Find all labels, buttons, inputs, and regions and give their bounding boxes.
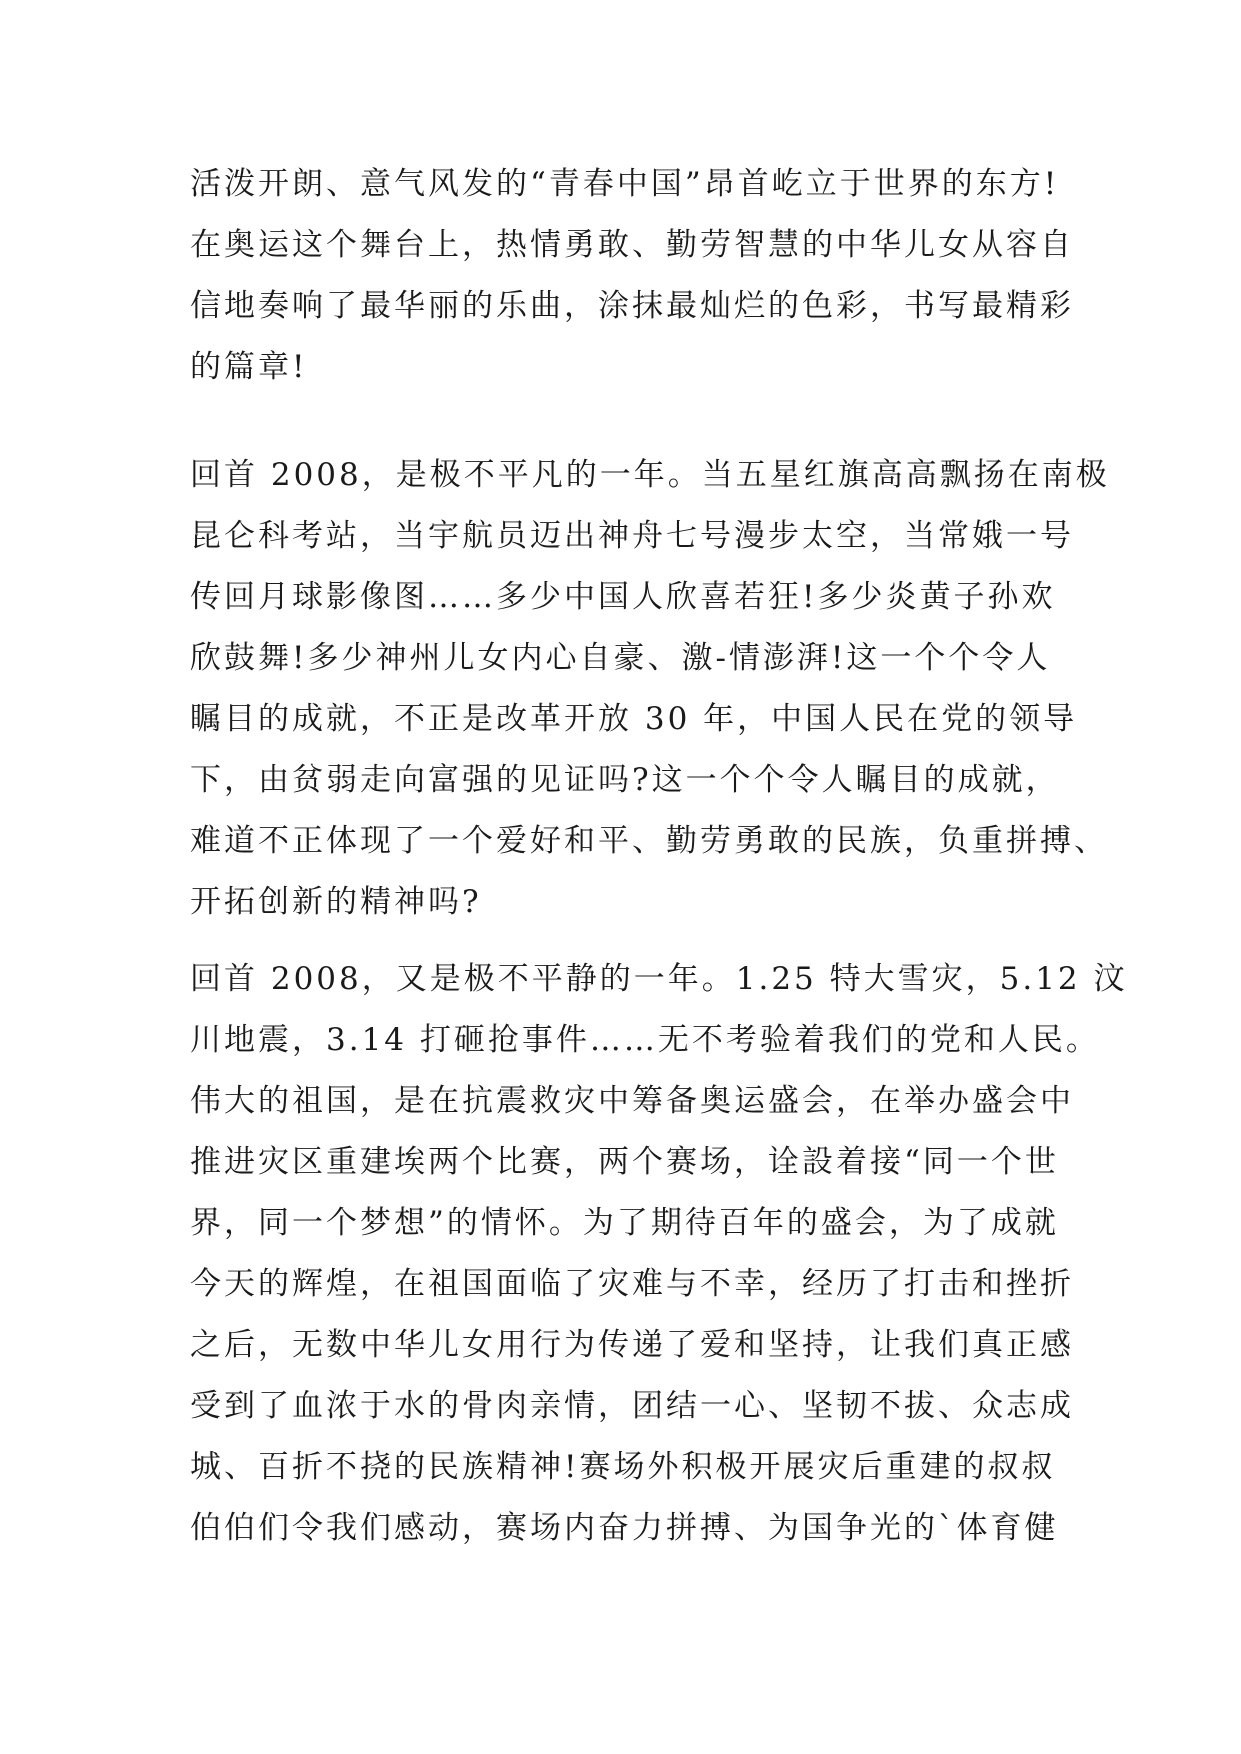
text-line: 受到了血浓于水的骨肉亲情，团结一心、坚韧不拔、众志成: [190, 1388, 1074, 1424]
text-line: 之后，无数中华儿女用行为传递了爱和坚持，让我们真正感: [190, 1327, 1074, 1363]
text-line: 的篇章!: [190, 349, 308, 385]
paragraph-3: [190, 949, 1128, 1559]
text-line: 瞩目的成就，不正是改革开放 30 年，中国人民在党的领导: [190, 701, 1078, 737]
text-line: 开拓创新的精神吗?: [190, 884, 482, 920]
text-line: 界，同一个梦想”的情怀。为了期待百年的盛会，为了成就: [190, 1205, 1059, 1241]
text-line: 信地奏响了最华丽的乐曲，涂抹最灿烂的色彩，书写最精彩: [190, 288, 1074, 324]
text-line: 在奥运这个舞台上，热情勇敢、勤劳智慧的中华儿女从容自: [190, 227, 1074, 263]
text-line: 城、百折不挠的民族精神!赛场外积极开展灾后重建的叔叔: [190, 1449, 1056, 1485]
text-line: 活泼开朗、意气风发的“青春中国”昂首屹立于世界的东方!: [190, 166, 1060, 202]
text-line: 今天的辉煌，在祖国面临了灾难与不幸，经历了打击和挫折: [190, 1266, 1074, 1302]
text-line: 欣鼓舞!多少神州儿女内心自豪、激-情澎湃!这一个个令人: [190, 640, 1051, 676]
text-line: 难道不正体现了一个爱好和平、勤劳勇敢的民族，负重拼搏、: [190, 823, 1108, 859]
paragraph-2: [190, 445, 1110, 933]
text-line: 推进灾区重建埃两个比赛，两个赛场，诠設着接“同一个世: [190, 1144, 1059, 1180]
text-line: 伯伯们令我们感动，赛场内奋力拼搏、为国争光的`体育健: [190, 1510, 1059, 1546]
text-line: 下，由贫弱走向富强的见证吗?这一个个令人瞩目的成就，: [190, 762, 1060, 798]
text-line: 传回月球影像图……多少中国人欣喜若狂!多少炎黄子孙欢: [190, 579, 1056, 615]
text-line: 川地震，3.14 打砸抢事件……无不考验着我们的党和人民。: [190, 1022, 1100, 1058]
text-line: 伟大的祖国，是在抗震救灾中筹备奥运盛会，在举办盛会中: [190, 1083, 1074, 1119]
text-line: 回首 2008，是极不平凡的一年。当五星红旗高高飘扬在南极: [190, 457, 1110, 493]
text-line: 昆仑科考站，当宇航员迈出神舟七号漫步太空，当常娥一号: [190, 518, 1074, 554]
paragraph-1: [190, 154, 1074, 398]
text-line: 回首 2008，又是极不平静的一年。1.25 特大雪灾，5.12 汶: [190, 961, 1128, 997]
